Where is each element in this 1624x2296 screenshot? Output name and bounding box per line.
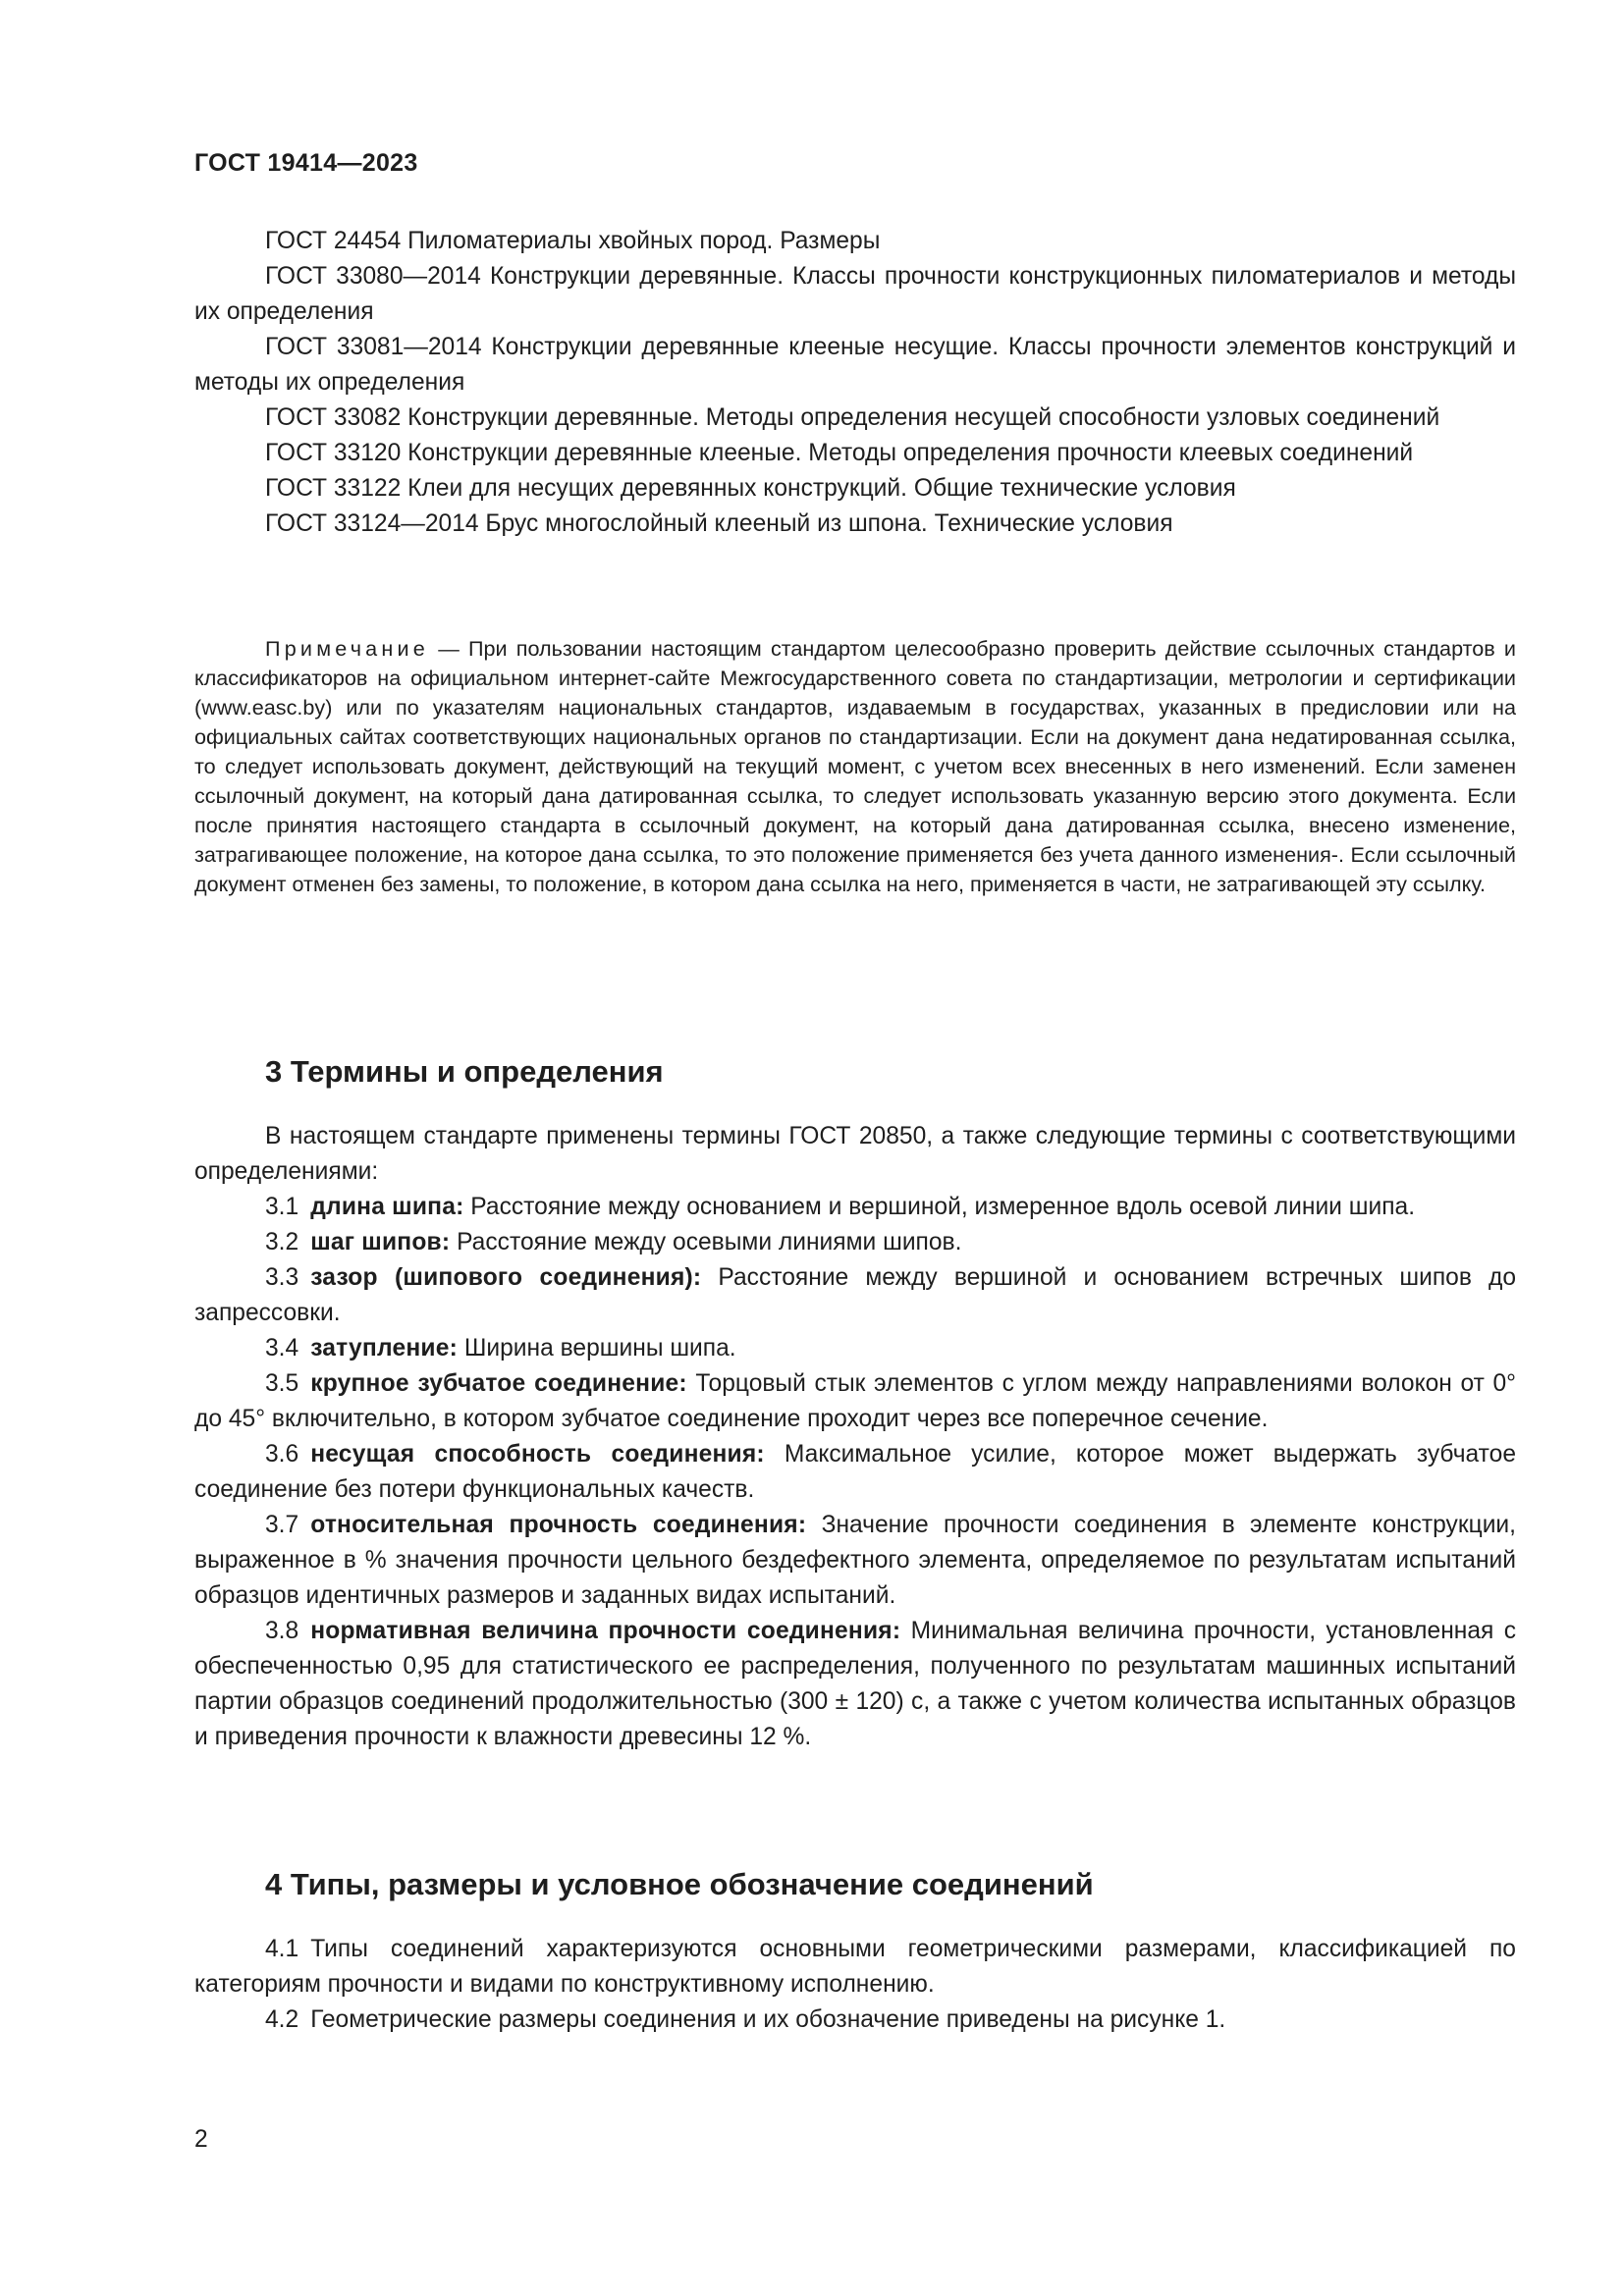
term-number: 3.3 xyxy=(265,1264,299,1291)
document-header: ГОСТ 19414—2023 xyxy=(194,149,418,177)
term-number: 3.4 xyxy=(265,1335,299,1362)
term-text: Расстояние между вершиной и основанием встречных шипов до запрессовки. xyxy=(194,1264,1517,1326)
term-name: крупное зубчатое соединение: xyxy=(310,1370,687,1397)
page-number: 2 xyxy=(194,2126,208,2153)
reference-item: ГОСТ 33082 Конструкции деревянные. Методы определения несущей способности узловых соединений xyxy=(265,404,1440,431)
note-paragraph xyxy=(194,634,1516,899)
term-name: относительная прочность соединения: xyxy=(310,1512,807,1538)
section-3-intro: В настоящем стандарте применены термины ГОСТ 20850, а также следующие термины с соответствующими определениями: xyxy=(194,1123,1516,1185)
term-definition xyxy=(194,1225,1516,1260)
term-definition xyxy=(194,1190,1516,1225)
clause-paragraph xyxy=(194,1932,1516,2002)
reference-item: ГОСТ 33124—2014 Брус многослойный клееный из шпона. Технические условия xyxy=(265,510,1173,537)
term-number: 3.6 xyxy=(265,1441,299,1468)
term-definition xyxy=(194,1366,1516,1437)
reference-item: ГОСТ 33080—2014 Конструкции деревянные. Классы прочности конструкционных пиломатериалов и методы их определения xyxy=(194,263,1516,325)
reference-item: ГОСТ 33120 Конструкции деревянные клееные. Методы определения прочности клеевых соединений xyxy=(265,440,1414,466)
term-text: Ширина вершины шипа. xyxy=(458,1335,736,1362)
term-number: 3.8 xyxy=(265,1618,299,1644)
reference-item: ГОСТ 33081—2014 Конструкции деревянные клееные несущие. Классы прочности элементов конструкций и методы их определения xyxy=(194,334,1516,396)
term-text: Расстояние между осевыми линиями шипов. xyxy=(450,1229,962,1255)
references-note xyxy=(194,634,1516,899)
term-name: зазор (шипового соединения): xyxy=(310,1264,702,1291)
section-3-body xyxy=(194,1119,1516,1755)
clause-text: Геометрические размеры соединения и их обозначение приведены на рисунке 1. xyxy=(310,2006,1226,2033)
term-definition xyxy=(194,1260,1516,1331)
term-number: 3.2 xyxy=(265,1229,299,1255)
term-name: шаг шипов: xyxy=(310,1229,451,1255)
term-definition xyxy=(194,1508,1516,1614)
term-number: 3.1 xyxy=(265,1194,299,1220)
term-text: Максимальное усилие, которое может выдержать зубчатое соединение без потери функциональных качеств. xyxy=(194,1441,1516,1503)
section-3-heading: 3 Термины и определения xyxy=(265,1054,664,1089)
term-text: Расстояние между основанием и вершиной, измеренное вдоль осевой линии шипа. xyxy=(463,1194,1416,1220)
term-text: Торцовый стык элементов с углом между направлениями волокон от 0° до 45° включительно, в котором зубчатое соединение проходит через все поперечное сечение. xyxy=(194,1370,1516,1432)
term-name: длина шипа: xyxy=(310,1194,464,1220)
term-definition xyxy=(194,1614,1516,1755)
reference-item: ГОСТ 24454 Пиломатериалы хвойных пород. Размеры xyxy=(265,228,881,254)
term-number: 3.7 xyxy=(265,1512,299,1538)
note-label: Примечание xyxy=(265,636,429,661)
note-text: — При пользовании настоящим стандартом целесообразно проверить действие ссылочных стандартов и классификаторов на официальном интернет-сайте Межгосударственного совета по стандартизации, метрологии и сертификации (www.easc.by) или по указателям национальных стандартов, издаваемым в государствах, указанных в предисловии или на официальных сайтах соответствующих национальных органов по стандартизации. Если на документ дана недатированная ссылка, то следует использовать документ, действующий на текущий момент, с учетом всех внесенных в него изменений. Если заменен ссылочный документ, на который дана датированная ссылка, то следует использовать указанную версию этого документа. Если после принятия настоящего стандарта в ссылочный документ, на который дана датированная ссылка, внесено изменение, затрагивающее положение, на которое дана ссылка, то это положение применяется без учета данного изменения-. Если ссылочный документ отменен без замены, то положение, в котором дана ссылка на него, применяется в части, не затрагивающей эту ссылку. xyxy=(194,636,1516,896)
clause-number: 4.1 xyxy=(265,1936,299,1962)
term-name: затупление: xyxy=(310,1335,458,1362)
clause-paragraph xyxy=(194,2002,1516,2038)
normative-references-list xyxy=(194,224,1516,542)
term-text: Минимальная величина прочности, установленная с обеспеченностью 0,95 для статистического ее распределения, полученного по результатам машинных испытаний партии образцов соединений продолжительностью (300 ± 120) с, а также с учетом количества испытанных образцов и приведения прочности к влажности древесины 12 %. xyxy=(194,1618,1517,1750)
clause-text: Типы соединений характеризуются основными геометрическими размерами, классификацией по категориям прочности и видами по конструктивному исполнению. xyxy=(194,1936,1516,1998)
clause-number: 4.2 xyxy=(265,2006,299,2033)
term-number: 3.5 xyxy=(265,1370,299,1397)
term-text: Значение прочности соединения в элементе конструкции, выраженное в % значения прочности цельного бездефектного элемента, определяемое по результатам испытаний образцов идентичных размеров и заданных видах испытаний. xyxy=(194,1512,1517,1609)
term-definition xyxy=(194,1437,1516,1508)
section-4-heading: 4 Типы, размеры и условное обозначение соединений xyxy=(265,1867,1094,1901)
reference-item: ГОСТ 33122 Клеи для несущих деревянных конструкций. Общие технические условия xyxy=(265,475,1236,502)
term-definition xyxy=(194,1331,1516,1366)
term-name: несущая способность соединения: xyxy=(310,1441,765,1468)
term-name: нормативная величина прочности соединения: xyxy=(310,1618,901,1644)
section-4-body xyxy=(194,1932,1516,2038)
